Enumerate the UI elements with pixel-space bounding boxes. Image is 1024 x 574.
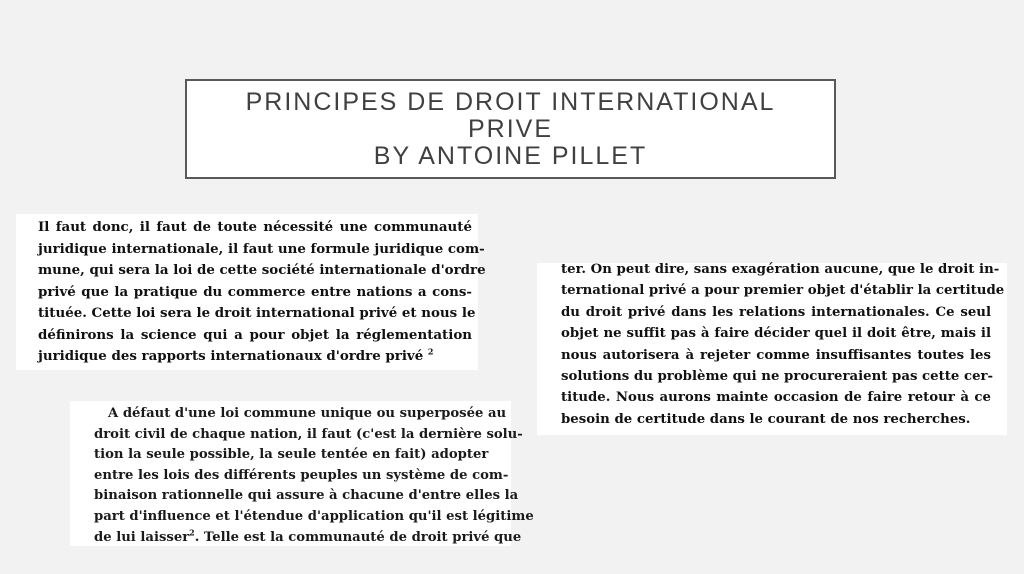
excerpt-line-last xyxy=(94,527,522,549)
excerpt-line: besoin de certitude dans le courant de nos recherches. xyxy=(561,411,971,427)
excerpt-line: entre les lois des différents peuples un système de com- xyxy=(94,467,509,483)
slide-title-line-2: PRIVE xyxy=(467,114,554,143)
excerpt-line-text: de lui laisser xyxy=(94,529,190,545)
slide-title-line-3: BY ANTOINE PILLET xyxy=(373,141,648,170)
excerpt-line: objet ne suffit pas à faire décider quel il doit être, mais il xyxy=(561,326,991,342)
excerpt-line: du droit privé dans les relations internationales. Ce seul xyxy=(561,304,991,320)
excerpt-line: part d'influence et l'étendue d'application qu'il est légitime xyxy=(94,508,534,524)
excerpt-scan-1 xyxy=(16,214,486,370)
footnote-marker: 2 xyxy=(189,527,195,538)
excerpt-line: droit civil de chaque nation, il faut (c'est la dernière solu- xyxy=(94,426,523,442)
excerpt-line: tion la seule possible, la seule tentée en fait) adopter xyxy=(94,447,489,463)
excerpt-line: Il faut donc, il faut de toute nécessité une communauté xyxy=(38,219,472,235)
excerpt-line: titude. Nous aurons mainte occasion de faire retour à ce xyxy=(561,390,991,406)
excerpt-line: binaison rationnelle qui assure à chacune d'entre elles la xyxy=(94,488,519,504)
excerpt-line: mune, qui sera la loi de cette société internationale d'ordre xyxy=(38,262,486,278)
excerpt-line: A défaut d'une loi commune unique ou superposée au xyxy=(108,406,507,421)
excerpt-line: ternational privé a pour premier objet d'établir la certitude xyxy=(561,283,1005,299)
excerpt-line-tail: . Telle est la communauté de droit privé que xyxy=(194,529,522,545)
slide-title-line-1: PRINCIPES DE DROIT INTERNATIONAL xyxy=(245,87,776,116)
footnote-marker: 2 xyxy=(427,346,434,357)
excerpt-line: tituée. Cette loi sera le droit international privé et nous le xyxy=(38,305,476,321)
excerpt-line: solutions du problème qui ne procureraient pas cette cer- xyxy=(561,369,994,385)
excerpt-line-last xyxy=(38,346,472,368)
excerpt-scan-3 xyxy=(537,263,1007,435)
excerpt-line: privé que la pratique du commerce entre nations a cons- xyxy=(38,283,472,300)
excerpt-line: juridique internationale, il faut une formule juridique com- xyxy=(38,240,485,257)
excerpt-line: ter. On peut dire, sans exagération aucune, que le droit in- xyxy=(561,262,1000,277)
excerpt-line: définirons la science qui a pour objet la réglementation xyxy=(38,326,472,343)
excerpt-line: nous autorisera à rejeter comme insuffisantes toutes les xyxy=(561,347,991,363)
excerpt-line-text: juridique des rapports internationaux d'ordre privé xyxy=(38,348,424,364)
excerpt-scan-2 xyxy=(70,401,534,546)
slide-title-box xyxy=(185,79,836,179)
